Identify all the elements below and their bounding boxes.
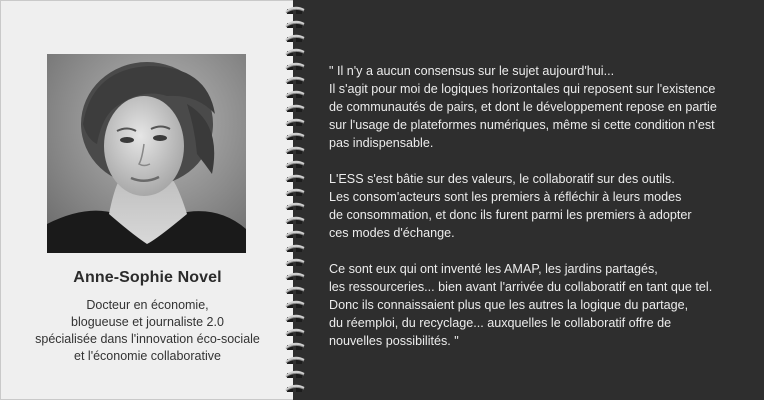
spiral-ring-icon <box>284 46 306 57</box>
quote-line: de communautés de pairs, et dont le développement repose en partie <box>329 100 717 114</box>
quote-line: Les consom'acteurs sont les premiers à réfléchir à leurs modes <box>329 190 682 204</box>
quote-line: sur l'usage de plateformes numériques, même si cette condition n'est <box>329 118 715 132</box>
spiral-ring-icon <box>284 312 306 323</box>
quote-line: L'ESS s'est bâtie sur des valeurs, le collaboratif sur des outils. <box>329 172 675 186</box>
spiral-ring-icon <box>284 32 306 43</box>
quote-line: du réemploi, du recyclage... auxquelles le collaboratif offre de <box>329 316 672 330</box>
quote-line: Ce sont eux qui ont inventé les AMAP, les jardins partagés, <box>329 262 658 276</box>
spiral-ring-icon <box>284 130 306 141</box>
spiral-ring-icon <box>284 172 306 183</box>
quote-line: les ressourceries... bien avant l'arrivée du collaboratif en tant que tel. <box>329 280 713 294</box>
spiral-ring-icon <box>284 368 306 379</box>
quote-line: Donc ils connaissaient plus que les autres la logique du partage, <box>329 298 689 312</box>
paragraph-gap <box>329 242 749 260</box>
quote-line: pas indispensable. <box>329 136 434 150</box>
spiral-ring-icon <box>284 186 306 197</box>
quote-line: ces modes d'échange. <box>329 226 455 240</box>
spiral-ring-icon <box>284 116 306 127</box>
spiral-ring-icon <box>284 60 306 71</box>
spiral-ring-icon <box>284 270 306 281</box>
spiral-ring-icon <box>284 4 306 15</box>
spiral-ring-icon <box>284 284 306 295</box>
spiral-ring-icon <box>284 228 306 239</box>
profile-panel <box>0 0 293 400</box>
spiral-ring-icon <box>284 298 306 309</box>
author-name: Anne-Sophie Novel <box>73 269 222 286</box>
quote-line: Il s'agit pour moi de logiques horizontales qui reposent sur l'existence <box>329 82 716 96</box>
paragraph-gap <box>329 152 749 170</box>
spiral-ring-icon <box>284 340 306 351</box>
spiral-ring-icon <box>284 74 306 85</box>
spiral-ring-icon <box>284 242 306 253</box>
spiral-ring-icon <box>284 354 306 365</box>
spiral-binding <box>284 0 306 400</box>
quote-line: nouvelles possibilités. " <box>329 334 459 348</box>
spiral-ring-icon <box>284 144 306 155</box>
spiral-ring-icon <box>284 256 306 267</box>
spiral-ring-icon <box>284 18 306 29</box>
bio-line: Docteur en économie, <box>86 298 209 312</box>
bio-line: spécialisée dans l'innovation éco-sociale <box>35 332 260 346</box>
quote-line: " Il n'y a aucun consensus sur le sujet aujourd'hui... <box>329 64 615 78</box>
quote-line: de consommation, et donc ils furent parmi les premiers à adopter <box>329 208 692 222</box>
spiral-ring-icon <box>284 382 306 393</box>
spiral-ring-icon <box>284 200 306 211</box>
spiral-ring-icon <box>284 214 306 225</box>
author-bio <box>1 297 294 365</box>
portrait-photo <box>47 54 246 253</box>
spiral-ring-icon <box>284 326 306 337</box>
spiral-ring-icon <box>284 88 306 99</box>
quote-text <box>329 62 749 350</box>
spiral-ring-icon <box>284 102 306 113</box>
bio-line: blogueuse et journaliste 2.0 <box>71 315 224 329</box>
spiral-ring-icon <box>284 158 306 169</box>
bio-line: et l'économie collaborative <box>74 349 221 363</box>
